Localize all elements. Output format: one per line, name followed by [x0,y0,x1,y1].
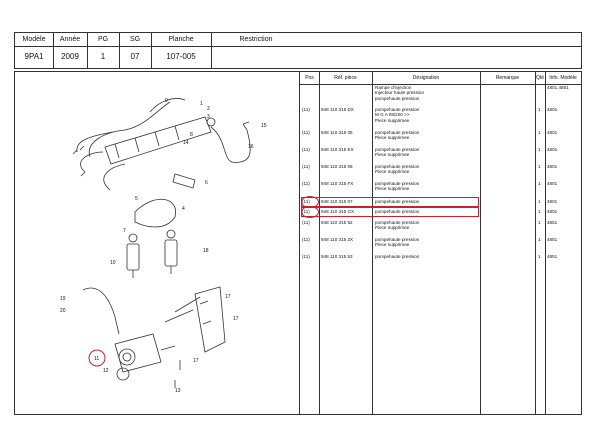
qty: 1 [538,130,541,135]
callout-8: 8 [190,132,193,138]
header-divider [300,84,581,85]
info-modele: 4801 [547,181,558,186]
hp-line [211,122,250,163]
injector-pipes [73,99,185,191]
pos: (11) [302,164,310,169]
designation [375,164,419,175]
designation-line: Piece supprimee [375,225,410,231]
header-table [14,32,582,69]
qty: 1 [538,254,541,259]
qty: 1 [538,164,541,169]
designation [375,147,419,158]
header-label: Restriction [239,36,273,43]
pos: (11) [302,209,310,214]
info-modele: 4801 [547,107,558,112]
header-label: Planche [168,36,194,43]
designation-line: Rampe d'injection [375,85,412,90]
callout-5: 5 [135,196,138,202]
designation: pompehaute pression [375,209,420,214]
header-value: 2009 [61,52,79,61]
header-col-modele [15,33,54,68]
header-col-annee [53,33,88,68]
header-col-restriction [211,33,301,68]
designation-line: Piece supprimee [375,152,410,158]
callout-20: 20 [60,308,66,314]
info-modele: 4801,4851 [547,85,569,90]
col-header-qte: Qté [535,75,545,81]
designation-line: pompehaute pression [375,95,420,101]
part-ref: 948 110 315 EX [321,147,354,152]
designation-line: M G A 08/200 >> [375,112,410,118]
info-modele: 4801 [547,164,558,169]
designation-line: pompehaute pression [375,181,420,186]
callout-16: 16 [248,144,254,150]
pos: (11) [302,199,310,204]
col-divider [319,72,320,414]
col-divider [480,72,481,414]
designation-line: Piece supprimee [375,169,410,175]
part-ref: 948 110 315 05 [321,130,353,135]
hp-pump [115,334,175,380]
pos: (11) [302,107,310,112]
part-ref: 948 110 315 07 [321,199,353,204]
designation-line: pompehaute pression [375,107,420,112]
pump-line [165,297,200,322]
designation [375,237,419,248]
info-modele: 4801 [547,199,558,204]
part-ref: 948 110 315 DX [321,107,354,112]
designation-line: Piece supprimee [375,186,410,192]
header-value: 107-005 [166,52,196,61]
callout-17c: 17 [193,358,199,364]
part-ref: 948 110 315 GX [321,209,355,214]
callout-4: 4 [182,206,185,212]
header-label: SG [129,36,141,43]
designation-line: Piece supprimee [375,242,410,248]
header-label: Modèle [22,36,46,43]
callout-6: 6 [205,180,208,186]
injectors [127,230,177,278]
designation [375,220,419,231]
bolts [175,301,211,388]
col-divider [545,72,546,414]
part-ref: 948 110 315 52 [321,220,353,225]
callout-9: 9 [165,98,168,104]
designation [375,85,424,101]
qty: 1 [538,220,541,225]
col-header-pos: Pos [305,75,314,81]
designation-line: Piece supprimee [375,135,410,141]
return-hose [83,288,119,334]
designation-line: pompehaute pression [375,220,420,225]
header-col-pg [87,33,120,68]
callout-7: 7 [123,228,126,234]
designation [375,107,419,123]
part-ref: 948 110 315 06 [321,164,353,169]
callout-3: 3 [207,114,210,120]
qty: 1 [538,237,541,242]
exploded-diagram [14,71,300,415]
callout-17: 17 [225,294,231,300]
part-ref: 948 110 315 2X [321,237,354,242]
info-modele: 4801 [547,147,558,152]
info-modele: 4801 [547,130,558,135]
info-modele: 4801 [547,209,558,214]
qty: 1 [538,209,541,214]
parts-table [299,71,582,415]
col-header-designation: Désignation [412,75,440,81]
part-ref: 948 110 315 53 [321,254,353,259]
pos: (11) [302,237,310,242]
col-header-info: Info. Modèle [549,75,577,81]
designation-line: Injecteur haute pression [375,90,425,96]
callout-15: 15 [261,123,267,129]
qty: 1 [538,181,541,186]
pos-circle [301,206,319,218]
qty: 1 [538,199,541,204]
callout-17b: 17 [233,316,239,322]
pos: (11) [302,220,310,225]
designation-line: pompehaute pression [375,164,420,169]
info-modele: 4851 [547,220,558,225]
pos: (11) [302,254,310,259]
callout-13: 13 [175,388,181,394]
bracket [135,199,176,227]
col-header-ref: Réf. pièce [334,75,357,81]
col-divider [372,72,373,414]
fuel-rail [105,117,215,164]
pos: (11) [302,181,310,186]
designation-line: pompehaute pression [375,130,420,135]
callout-11: 11 [94,356,100,362]
designation: pompehaute pression [375,199,420,204]
callout-1: 1 [200,101,203,107]
header-col-planche [151,33,212,68]
pos: (11) [302,130,310,135]
callout-2: 2 [207,106,210,112]
callout-10: 10 [110,260,116,266]
callout-14: 14 [183,140,189,146]
col-header-remarque: Remarque [495,75,520,81]
header-label: PG [97,36,109,43]
header-col-sg [119,33,152,68]
qty: 1 [538,107,541,112]
designation [375,130,419,141]
pressure-sensor [173,174,195,188]
callout-12: 12 [103,368,109,374]
header-label: Année [59,36,81,43]
designation [375,181,419,192]
part-ref: 948 110 315 FX [321,181,354,186]
col-divider [535,72,536,414]
header-value: 1 [100,52,106,61]
pos: (11) [302,147,310,152]
pump-bracket [195,287,225,352]
callout-19: 19 [60,296,66,302]
info-modele: 4851 [547,254,558,259]
designation-line: pompehaute pression [375,147,420,152]
header-value: 9PA1 [24,52,44,61]
qty: 1 [538,147,541,152]
callout-18: 18 [203,248,209,254]
designation-line: pompehaute pression [375,237,420,242]
designation: pompehaute pression [375,254,420,259]
designation-line: Piece supprimee [375,117,410,123]
info-modele: 4851 [547,237,558,242]
diagram-svg [15,72,299,414]
header-value: 07 [130,52,140,61]
